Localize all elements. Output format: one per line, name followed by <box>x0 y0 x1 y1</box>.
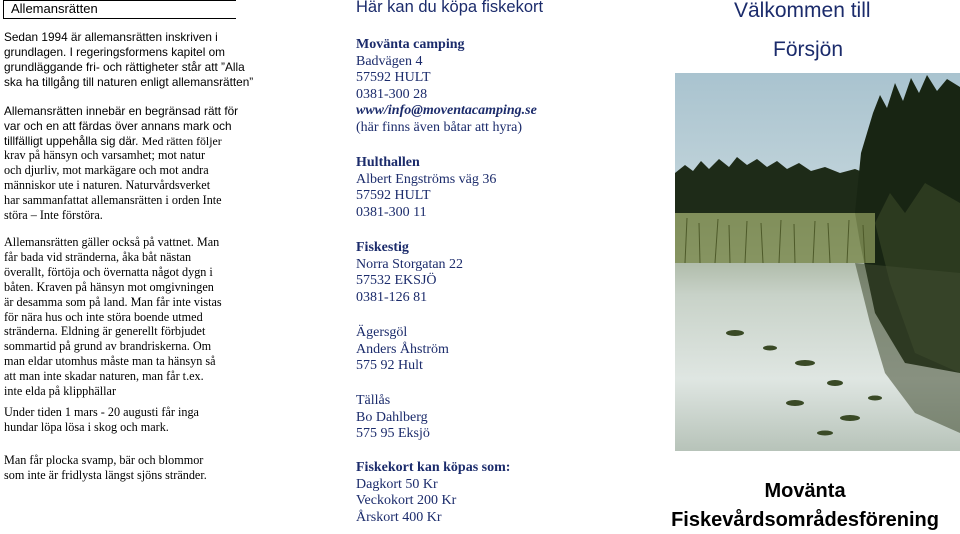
text-line: att man inte skadar naturen, man får t.ex. <box>4 369 204 384</box>
shop-agersgol <box>356 325 449 375</box>
text-line: ska ha tillgång till naturen enligt allemansrätten” <box>4 74 254 89</box>
shop-postal: 575 95 Eksjö <box>356 426 430 442</box>
shop-contact: Anders Åhström <box>356 341 449 357</box>
text-line: hundar löpa lösa i skog och mark. <box>4 419 169 434</box>
rights-paragraph <box>4 104 244 149</box>
lake-photo <box>675 73 960 451</box>
text-line: har sammanfattat allemansrätten i orden Inte <box>4 192 222 207</box>
shop-name: Fiskestig <box>356 240 409 255</box>
dogs-paragraph <box>4 405 244 435</box>
price-item: Veckokort 200 Kr <box>356 493 457 509</box>
text-line: Man får plocka svamp, bär och blommor <box>4 453 204 467</box>
text-fragment: Med rätten följer <box>141 133 222 148</box>
text-line: för nära hus och inte störa boende utmed <box>4 309 203 324</box>
shop-contact: Bo Dahlberg <box>356 409 428 425</box>
shop-address: Albert Engströms väg 36 <box>356 171 497 187</box>
text-line: och djurliv, mot markägare och mot andra <box>4 162 209 177</box>
price-item: Årskort 400 Kr <box>356 509 442 525</box>
rights-paragraph-continued <box>4 148 244 223</box>
text-line: är desamma som på land. Man får inte vistas <box>4 294 222 309</box>
welcome-heading: Välkommen till <box>734 0 871 22</box>
text-line: grundläggande fri- och rättigheter står att ”Alla <box>4 59 245 74</box>
shop-phone: 0381-300 11 <box>356 204 427 220</box>
shop-address: Badvägen 4 <box>356 53 423 69</box>
text-line: sommartid på grund av brandriskerna. Om <box>4 339 212 354</box>
text-line: störa – Inte förstöra. <box>4 207 103 222</box>
shop-note: (här finns även båtar att hyra) <box>356 119 522 135</box>
shop-postal: 57592 HULT <box>356 188 431 204</box>
lake-name: Försjön <box>773 38 844 61</box>
shop-fiskestig <box>356 240 463 306</box>
org-full-name: Fiskevårdsområdesförening <box>671 509 939 531</box>
shop-name: Ägersgöl <box>356 325 408 340</box>
text-line: Sedan 1994 är allemansrätten inskriven i <box>4 30 218 44</box>
text-line: inte elda på klipphällar <box>4 384 117 399</box>
shop-name: Tällås <box>356 393 391 408</box>
text-line: krav på hänsyn och varsamhet; mot natur <box>4 148 206 162</box>
intro-paragraph <box>4 30 254 90</box>
text-fragment: tillfälligt uppehålla sig där. <box>4 133 139 148</box>
water-paragraph <box>4 235 244 399</box>
shop-hulthallen <box>356 155 496 221</box>
shop-phone: 0381-300 28 <box>356 86 428 102</box>
shop-postal: 575 92 Hult <box>356 358 423 374</box>
text-line: Under tiden 1 mars - 20 augusti får inga <box>4 405 199 419</box>
text-line: grundlagen. I regeringsformens kapitel om <box>4 44 225 59</box>
shop-address: Norra Storgatan 22 <box>356 256 464 272</box>
text-line: överallt, förtöja och övernatta något dygn i <box>4 264 213 279</box>
text-line: båten. Kraven på hänsyn mot omgivningen <box>4 279 214 294</box>
text-line: var och en att färdas över annans mark och <box>4 118 232 133</box>
text-line: Allemansrätten innebär en begränsad rätt för <box>4 104 239 118</box>
left-column <box>0 0 325 482</box>
text-line <box>4 134 244 149</box>
org-name: Movänta <box>764 480 846 502</box>
price-heading: Fiskekort kan köpas som: <box>356 460 511 475</box>
price-item: Dagkort 50 Kr <box>356 476 438 492</box>
text-line: man eldar utomhus måste man ta hänsyn så <box>4 354 216 369</box>
shop-name: Hulthallen <box>356 155 420 170</box>
picking-paragraph <box>4 453 244 483</box>
shop-postal: 57532 EKSJÖ <box>356 273 437 289</box>
shop-phone: 0381-126 81 <box>356 289 428 305</box>
text-line: Allemansrätten gäller också på vattnet. Man <box>4 235 220 249</box>
text-line: får bada vid stränderna, åka båt nästan <box>4 249 192 264</box>
shop-postal: 57592 HULT <box>356 70 431 86</box>
price-list <box>356 460 510 526</box>
section-heading: Allemansrätten <box>3 0 236 19</box>
shop-tallas <box>356 393 430 443</box>
text-line: människor ute i naturen. Naturvårdsverket <box>4 177 211 192</box>
shop-name: Movänta camping <box>356 37 465 52</box>
shop-movanta <box>356 37 537 137</box>
text-line: som inte är fridlysta längst sjöns stränder. <box>4 467 207 482</box>
text-line: stränderna. Eldning är generellt förbjudet <box>4 324 206 339</box>
page-title: Här kan du köpa fiskekort <box>356 0 544 16</box>
shop-web-link[interactable]: www/info@moventacamping.se <box>356 103 537 119</box>
